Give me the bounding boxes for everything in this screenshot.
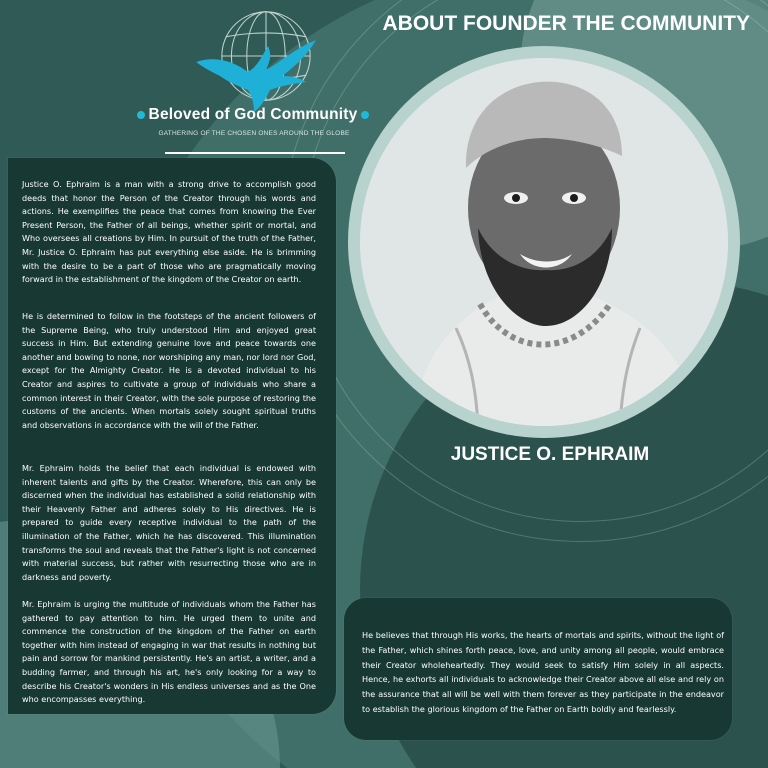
belief-paragraph: He believes that through His works, the hearts of mortals and spirits, without the light of the Father, which shines forth peace, love, and unity among all people, would embrace their Creator wholeheartedly. They would seek to satisfy Him solely in all aspects. Hence, he exhorts all individuals to acknowledge their Creator above all else and rely on the assurance that all will be well with them forever as they participate in the endeavor to establish the glorious kingdom of the Father on Earth boldly and fearlessly. — [362, 630, 724, 714]
bio-paragraph: Justice O. Ephraim is a man with a strong drive to accomplish good deeds that honor the Person of the Creator through his words and actions. He exemplifies the peace that comes from knowing the Ever Present Person, the Father of all beings, whether spirit or mortal, and Who oversees all creations by Him. In pursuit of the truth of the Father, Mr. Justice O. Ephraim has put everything else aside. He is brimming with the desire to be a part of those who are pragmatically moving forward in the establishment of the kingdom of the Creator on earth. — [22, 179, 316, 285]
accent-dot — [137, 111, 145, 119]
portrait-image — [360, 58, 728, 426]
brand-name — [128, 106, 378, 124]
bio-paragraph: He is determined to follow in the footsteps of the ancient followers of the Supreme Being, who truly understood Him and enjoyed great success in Him. But extending genuine love and peace towards one another and bowing to none, nor worshiping any man, nor lord nor God, except for the Almighty Creator. He is a devoted individual to his Creator and aspires to cultivate a group of individuals who share a common interest in their Creator, with the sole purpose of restoring the customs of the ancients. When mortals solely sought spiritual truths and observations in accordance with the will of the Father. — [22, 311, 316, 430]
page-title: ABOUT FOUNDER THE COMMUNITY — [382, 12, 750, 35]
brand-logo — [120, 6, 380, 156]
bio-paragraph: Mr. Ephraim is urging the multitude of individuals whom the Father has gathered to pay attention to him. He urged them to unite and commence the construction of the kingdom of the Father on earth together with him instead of engaging in war that results in nothing but pain and sorrow for mankind persistently. He's an artist, a writer, and a budding farmer, and through his art, he's only looking for a way to describe his Creator's wonders in His endless universes and as the One who encompasses everything. — [22, 599, 316, 705]
eagle-icon — [192, 36, 322, 116]
divider — [165, 152, 345, 154]
accent-dot — [361, 111, 369, 119]
founder-portrait — [360, 58, 728, 426]
brand-name-text: Beloved of God Community — [148, 106, 358, 123]
brand-tagline: GATHERING OF THE CHOSEN ONES AROUND THE GLOBE — [158, 130, 350, 137]
founder-name: JUSTICE O. EPHRAIM — [450, 444, 650, 465]
bio-paragraph: Mr. Ephraim holds the belief that each individual is endowed with inherent talents and gifts by the Creator. Wherefore, this can only be discerned when the individual has established a solid relationship with their Heavenly Father and adheres solely to His directives. He is prepared to guide every receptive individual to the path of the illumination of the Father, which he has discovered. This illumination transforms the soul and reveals that the Father's light is not concerned with material success, but rather with resurrecting those who are in darkness and poverty. — [22, 463, 316, 582]
